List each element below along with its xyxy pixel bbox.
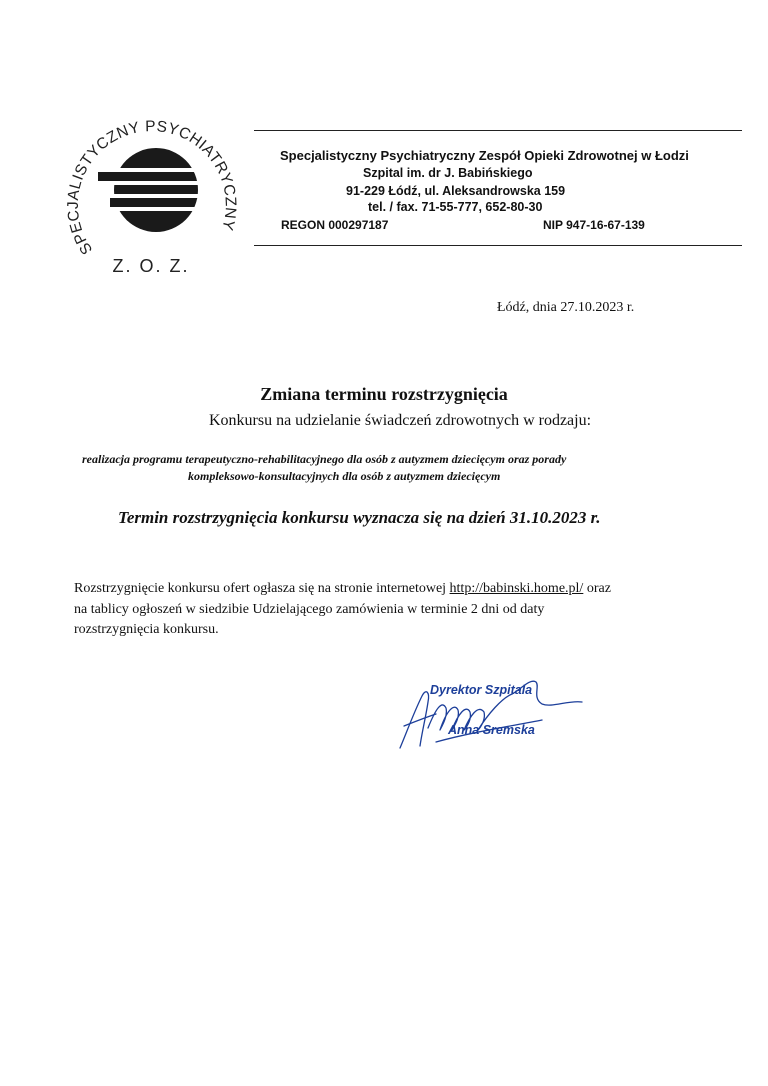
body-line-1-end: oraz [583,581,611,596]
document-subtitle: Konkursu na udzielanie świadczeń zdrowotnych w rodzaju: [208,412,592,429]
institution-logo [58,102,248,292]
nip-number: NIP 947-16-67-139 [543,218,645,232]
scope-line-1: realizacja programu terapeutyczno-rehabilitacyjnego dla osób z autyzmem dziecięcym oraz porady [82,452,567,466]
institution-phone: tel. / fax. 71-55-777, 652-80-30 [368,200,543,214]
website-link[interactable]: http://babinski.home.pl/ [449,581,584,596]
logo-arc-text: SPECJALISTYCZNY PSYCHIATRYCZNY [64,118,239,258]
scope-line-2: kompleksowo-konsultacyjnych dla osób z autyzmem dziecięcym [188,469,501,483]
header-rule-bottom [254,245,742,246]
director-stamp [392,668,602,758]
institution-name: Specjalistyczny Psychiatryczny Zespół Opieki Zdrowotnej w Łodzi [280,148,689,163]
body-line-2: na tablicy ogłoszeń w siedzibie Udzielającego zamówienia w terminie 2 dni od daty [74,602,545,617]
body-line-1 [74,581,611,597]
stamp-name: Anna Sremska [448,723,535,737]
logo-bottom-text: Z. O. Z. [112,256,190,276]
logo-emblem [114,148,198,232]
hospital-name: Szpital im. dr J. Babińskiego [363,166,533,180]
document-title: Zmiana terminu rozstrzygnięcia [260,384,508,404]
body-line-1-text: Rozstrzygnięcie konkursu ofert ogłasza się na stronie internetowej [74,581,450,596]
stamp-title: Dyrektor Szpitala [430,683,533,697]
handwritten-signature [392,668,602,758]
header-rule-top [254,130,742,131]
regon-number: REGON 000297187 [281,218,389,232]
place-date: Łódź, dnia 27.10.2023 r. [497,300,635,315]
institution-address: 91-229 Łódź, ul. Aleksandrowska 159 [346,184,566,198]
deadline-statement: Termin rozstrzygnięcia konkursu wyznacza się na dzień 31.10.2023 r. [118,508,601,527]
body-line-3: rozstrzygnięcia konkursu. [74,622,219,637]
